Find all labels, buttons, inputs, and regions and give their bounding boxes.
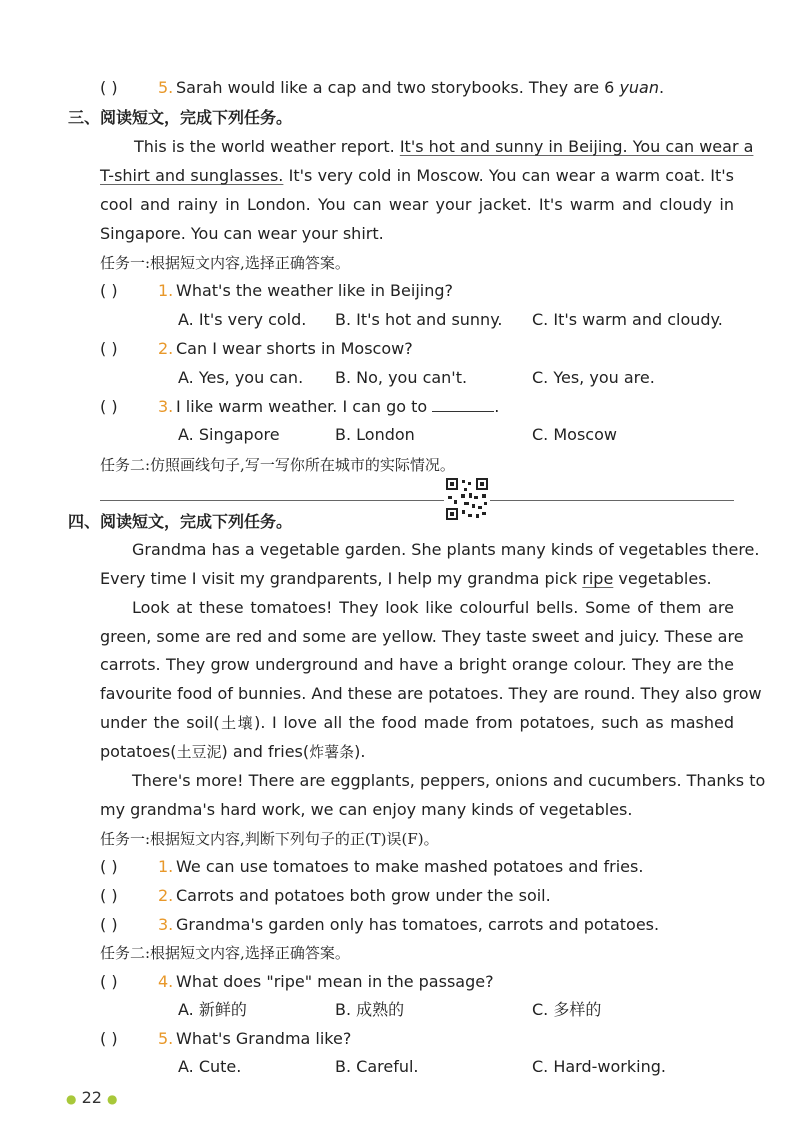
page-number [66, 1088, 118, 1107]
question-text-end: . [659, 78, 665, 97]
s3-paragraph-line [100, 166, 734, 186]
question-text-em: yuan [619, 78, 659, 97]
s4-gloss: 土壤 [219, 714, 255, 732]
option-b[interactable]: B. 成熟的 [335, 1000, 405, 1019]
question-text: I like warm weather. I can go to [176, 397, 428, 416]
s3-task-1: 任务一:根据短文内容,选择正确答案。 [100, 254, 350, 272]
question-text: Carrots and potatoes both grow under the soil. [176, 886, 551, 905]
fill-blank[interactable] [432, 397, 494, 412]
qr-code-icon [444, 476, 490, 522]
s4-text: Every time I visit my grandparents, I help my grandma pick [100, 569, 583, 588]
question-text-end: . [494, 397, 500, 416]
s3-task-2: 任务二:仿照画线句子,写一写你所在城市的实际情况。 [100, 456, 455, 474]
s3-paragraph-line: cool and rainy in London. You can wear your jacket. It's warm and cloudy in [100, 195, 734, 214]
s4-tf-3 [100, 915, 659, 935]
option-c[interactable]: C. It's warm and cloudy. [532, 310, 723, 329]
question-text: What's the weather like in Beijing? [176, 281, 453, 300]
s4-task-1: 任务一:根据短文内容,判断下列句子的正(T)误(F)。 [100, 830, 439, 848]
question-number: 5. [158, 1029, 174, 1048]
answer-paren[interactable]: ( ) [100, 1029, 118, 1048]
question-5-top [100, 78, 664, 98]
section-3-heading: 三、阅读短文，完成下列任务。 [68, 108, 293, 127]
option-a[interactable]: A. It's very cold. [178, 310, 307, 329]
answer-paren[interactable]: ( ) [100, 972, 118, 991]
s3-underlined-text: It's hot and sunny in Beijing. You can wear a [399, 137, 754, 156]
s3-question-3 [100, 397, 499, 417]
question-number: 4. [158, 972, 174, 991]
s4-text: under the soil( [100, 713, 220, 732]
s3-paragraph-line: Singapore. You can wear your shirt. [100, 224, 384, 243]
s3-text: It's very cold in Moscow. You can wear a warm coat. It's [283, 166, 734, 185]
s4-text: ). I love all the food made from potatoes, such as mashed [254, 713, 735, 732]
s3-text: This is the world weather report. [134, 137, 400, 156]
question-text: Grandma's garden only has tomatoes, carrots and potatoes. [176, 915, 660, 934]
question-text: What does "ripe" mean in the passage? [176, 972, 494, 991]
s4-paragraph-line [100, 713, 734, 733]
option-c[interactable]: C. Moscow [532, 425, 617, 444]
option-c[interactable]: C. Hard-working. [532, 1057, 666, 1076]
option-c[interactable]: C. Yes, you are. [532, 368, 655, 387]
s4-paragraph-line [100, 569, 712, 589]
question-text: We can use tomatoes to make mashed potatoes and fries. [176, 857, 644, 876]
writing-line[interactable] [100, 500, 734, 501]
option-a[interactable]: A. Cute. [178, 1057, 242, 1076]
s4-task-2: 任务二:根据短文内容,选择正确答案。 [100, 944, 350, 962]
s4-tf-1 [100, 857, 643, 877]
s4-text: ). [354, 742, 366, 761]
s4-gloss: 炸薯条 [309, 743, 355, 761]
s4-paragraph-line: my grandma's hard work, we can enjoy many kinds of vegetables. [100, 800, 633, 819]
s3-question-1 [100, 281, 453, 301]
s3-underlined-text: T-shirt and sunglasses. [100, 166, 284, 185]
answer-paren[interactable]: ( ) [100, 281, 118, 300]
s4-paragraph-line: green, some are red and some are yellow. They taste sweet and juicy. These are [100, 627, 744, 646]
question-number: 1. [158, 281, 174, 300]
question-text: What's Grandma like? [176, 1029, 352, 1048]
s4-underlined-word: ripe [582, 569, 614, 588]
answer-paren[interactable]: ( ) [100, 915, 118, 934]
question-number: 2. [158, 339, 174, 358]
s4-question-5 [100, 1029, 351, 1049]
page-number-text: 22 [81, 1088, 102, 1107]
s4-paragraph-line: carrots. They grow underground and have a bright orange colour. They are the [100, 655, 734, 674]
s3-paragraph-line [100, 137, 754, 157]
s4-text: vegetables. [613, 569, 712, 588]
option-c[interactable]: C. 多样的 [532, 1000, 602, 1019]
answer-paren[interactable]: ( ) [100, 397, 118, 416]
question-text: Sarah would like a cap and two storybooks. They are 6 [176, 78, 620, 97]
s3-question-2 [100, 339, 413, 359]
s4-paragraph-line: favourite food of bunnies. And these are potatoes. They are round. They also grow [100, 684, 762, 703]
s4-text: ) and fries( [221, 742, 310, 761]
answer-paren[interactable]: ( ) [100, 857, 118, 876]
option-a[interactable]: A. Yes, you can. [178, 368, 304, 387]
s4-gloss: 土豆泥 [176, 743, 222, 761]
question-text: Can I wear shorts in Moscow? [176, 339, 413, 358]
answer-paren[interactable]: ( ) [100, 339, 118, 358]
question-number: 1. [158, 857, 174, 876]
section-4-heading: 四、阅读短文，完成下列任务。 [68, 512, 293, 531]
answer-paren[interactable]: ( ) [100, 886, 118, 905]
s4-paragraph-line: Look at these tomatoes! They look like colourful bells. Some of them are [132, 598, 734, 617]
s4-paragraph-line [100, 742, 365, 762]
s4-question-4 [100, 972, 494, 992]
s4-paragraph-line: There's more! There are eggplants, peppers, onions and cucumbers. Thanks to [132, 771, 766, 790]
option-b[interactable]: B. No, you can't. [335, 368, 468, 387]
option-a[interactable]: A. 新鲜的 [178, 1000, 247, 1019]
answer-paren[interactable]: ( ) [100, 78, 118, 97]
option-a[interactable]: A. Singapore [178, 425, 280, 444]
s4-tf-2 [100, 886, 551, 906]
question-number: 3. [158, 397, 174, 416]
option-b[interactable]: B. It's hot and sunny. [335, 310, 503, 329]
s4-text: potatoes( [100, 742, 177, 761]
option-b[interactable]: B. Careful. [335, 1057, 419, 1076]
question-number: 2. [158, 886, 174, 905]
question-number: 3. [158, 915, 174, 934]
dot-icon: ● [107, 1092, 118, 1106]
question-number: 5. [158, 78, 174, 97]
option-b[interactable]: B. London [335, 425, 415, 444]
s4-paragraph-line: Grandma has a vegetable garden. She plants many kinds of vegetables there. [132, 540, 760, 559]
dot-icon: ● [66, 1092, 77, 1106]
